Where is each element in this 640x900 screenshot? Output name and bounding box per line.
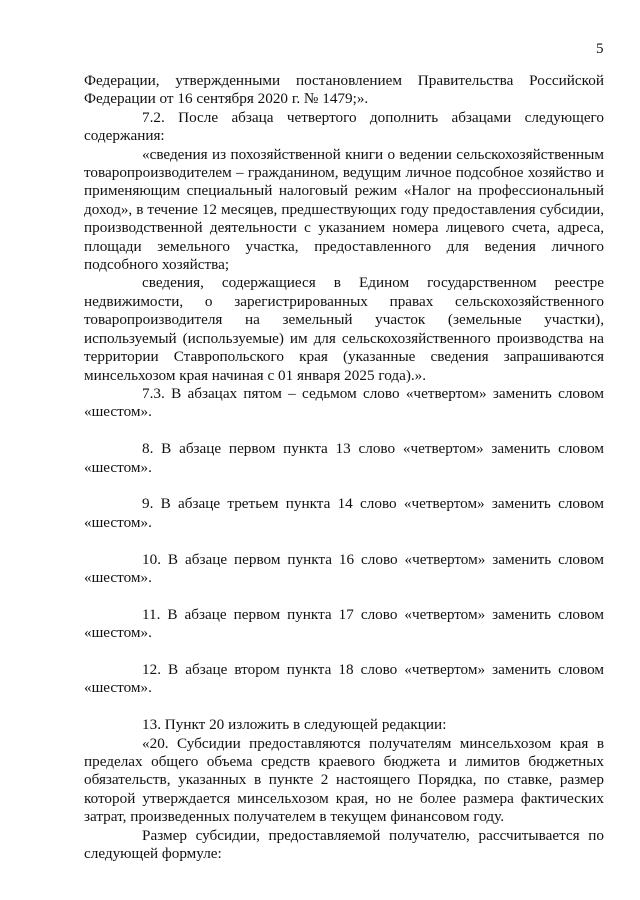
paragraph: 12. В абзаце втором пункта 18 слово «четвертом» заменить словом «шестом». xyxy=(84,660,604,697)
paragraph: 9. В абзаце третьем пункта 14 слово «четвертом» заменить словом «шестом». xyxy=(84,495,604,531)
paragraph: «20. Субсидии предоставляются получателям минсельхозом края в пределах общего объема средств краевого бюджета и лимитов бюджетных обязательств, указанных в пункте 2 настоящего Порядка, по ставке, размер которой утверждается минсельхозом края, но не более размера фактических затрат, произведенных получателем в текущем финансовом году. xyxy=(84,734,604,826)
paragraph: 13. Пункт 20 изложить в следующей редакции: xyxy=(142,716,447,734)
paragraph: «сведения из похозяйственной книги о ведении сельскохозяйственным товаропроизводителем – гражданином, ведущим личное подсобное хозяйство и применяющим специальный налоговый режим «Налог на профессиональный доход», в течение 12 месяцев, предшествующих году предоставления субсидии, производственной деятельности с указанием номера лицевого счета, адреса, площади земельного участка, предоставленного для ведения личного подсобного хозяйства; xyxy=(84,145,604,274)
paragraph: 8. В абзаце первом пункта 13 слово «четвертом» заменить словом «шестом». xyxy=(84,440,604,476)
paragraph: 10. В абзаце первом пункта 16 слово «четвертом» заменить словом «шестом». xyxy=(84,550,604,586)
paragraph: Федерации, утвержденными постановлением Правительства Российской Федерации от 16 сентября 2020 г. № 1479;». xyxy=(84,72,604,108)
paragraph: Размер субсидии, предоставляемой получателю, рассчитывается по следующей формуле: xyxy=(84,826,604,862)
paragraph: 7.3. В абзацах пятом – седьмом слово «четвертом» заменить словом «шестом». xyxy=(84,384,604,421)
paragraph: сведения, содержащиеся в Едином государственном реестре недвижимости, о зарегистрированных правах сельскохозяйственного товаропроизводителя на земельный участок (земельные участки), используемый (используемые) им для сельскохозяйственного производства на территории Ставропольского края (указанные сведения запрашиваются минсельхозом края начиная с 01 января 2025 года).». xyxy=(84,274,604,384)
paragraph: 11. В абзаце первом пункта 17 слово «четвертом» заменить словом «шестом». xyxy=(84,605,604,642)
document-body xyxy=(84,72,604,863)
page-number: 5 xyxy=(596,41,604,57)
paragraph: 7.2. После абзаца четвертого дополнить абзацами следующего содержания: xyxy=(84,108,604,145)
